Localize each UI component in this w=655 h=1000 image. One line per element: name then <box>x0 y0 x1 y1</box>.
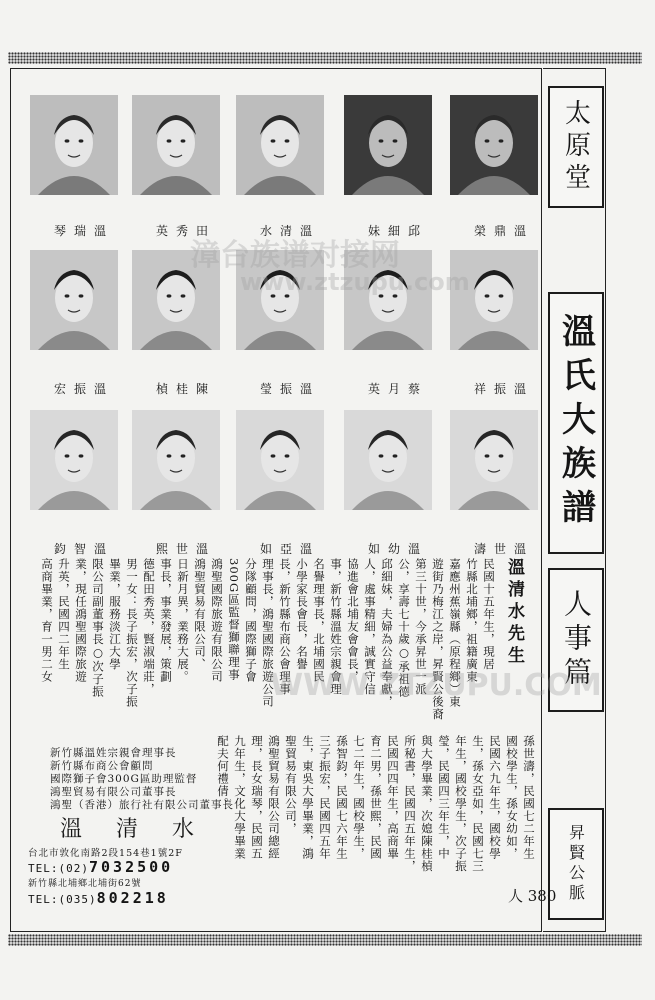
portrait-photo <box>344 410 432 510</box>
card-name: 溫 清 水 <box>60 817 201 842</box>
portrait-photo <box>450 95 538 195</box>
portrait-photo <box>450 410 538 510</box>
card-tel-2: TEL:(035)802218 <box>28 889 169 907</box>
article-column-right: 理，長女瑞琴，民國五 <box>250 735 264 860</box>
hall-title: 太原堂 <box>560 99 591 195</box>
card-title-1: 新竹縣溫姓宗親會理事長 <box>50 747 177 759</box>
article-column: 業，現任鴻聖國際旅遊 <box>74 558 88 683</box>
article-column: 人，處事精細，誠實守信 <box>363 558 377 696</box>
article-column-right: 民國四四年生，高商畢 <box>386 735 400 860</box>
article-column: 事長，事業發展，策劃 <box>159 558 173 683</box>
card-title-4: 鴻聖貿易有限公司董事長 <box>50 786 177 798</box>
bottom-decorative-bar <box>8 934 642 946</box>
portrait-caption: 水清溫 <box>260 224 321 238</box>
portrait-caption: 宏振溫 <box>54 382 115 396</box>
portrait-caption: 瑩振溫 <box>260 382 321 396</box>
article-column: 小學家長會長，名譽 <box>295 558 309 671</box>
article-column-right: 配夫何禮倩。 <box>216 735 230 810</box>
article-column: 德配田秀英，賢淑端莊， <box>142 558 156 696</box>
article-column-right: 生，東吳大學畢業，鴻 <box>301 735 315 860</box>
article-column-right: 七二年生，國校學生， <box>352 735 366 860</box>
portrait-photo <box>236 95 324 195</box>
portrait-photo <box>344 95 432 195</box>
article-column: 理事長，鴻聖國際旅遊公司 <box>261 558 275 708</box>
article-column: 高商畢業，育一男二女 <box>40 558 54 683</box>
article-column: 遊街乃梅江之岸，昇賢公後裔 <box>431 558 445 721</box>
article-column-right: 聖貿易有限公司， <box>284 735 298 835</box>
article-column: 鴻聖國際旅遊有限公司 <box>210 558 224 683</box>
article-column-right: 年生，國校學生，次子振 <box>454 735 468 873</box>
article-column: 嘉應州蕉嶺縣（原程鄉）東 <box>448 558 462 708</box>
article-column: 竹縣北埔鄉，祖籍廣東 <box>465 558 479 683</box>
card-address: 台北市敦化南路2段154巷1號2F <box>28 848 183 859</box>
page-number: 人 380 <box>508 887 557 905</box>
portrait-caption: 祥振溫 <box>474 382 535 396</box>
article-column-right: 鴻聖貿易有限公司總經 <box>267 735 281 860</box>
article-column: 300G區監督獅聯理事 <box>227 558 241 681</box>
article-column-right: 生，孫女亞如，民國七三 <box>471 735 485 873</box>
card-address-2: 新竹縣北埔鄉北埔街62號 <box>28 879 142 889</box>
article-column-right: 與大學畢業，次媳陳桂楨 <box>420 735 434 873</box>
article-column-right: 國校學生，孫女幼如， <box>505 735 519 860</box>
article-column: 畢業，服務淡江大學 <box>108 558 122 671</box>
article-column: 民國十五年生，現居 <box>482 558 496 671</box>
article-column-right: 所秘書，民國四五年生， <box>403 735 417 873</box>
article-column: 第三十世，今承昇世一派 <box>414 558 428 696</box>
portrait-caption: 熙世溫 <box>156 542 217 556</box>
article-column: 長，新竹縣布商公會理事 <box>278 558 292 696</box>
portrait-photo <box>344 250 432 350</box>
article-column: 日新月異，業務大展。 <box>176 558 190 683</box>
portrait-photo <box>236 410 324 510</box>
tagline: 昇賢公脈 <box>566 824 586 904</box>
article-column: 升英，民國四二年生 <box>57 558 71 671</box>
portrait-photo <box>236 250 324 350</box>
article-column: 限公司副董事長○次子振 <box>91 558 105 698</box>
portrait-photo <box>132 250 220 350</box>
portrait-photo <box>132 410 220 510</box>
watermark-cn: 漳台族谱对接网 <box>190 238 400 273</box>
article-column-right: 孫世濤，民國七二年生 <box>522 735 536 860</box>
article-title: 溫清水先生 <box>504 558 524 668</box>
card-title-5: 鴻聖（香港）旅行社有限公司董事長 <box>50 799 234 811</box>
article-column: 協進會北埔友會會長， <box>346 558 360 683</box>
article-column: 鴻聖貿易有限公司、 <box>193 558 207 671</box>
article-column-right: 九年生，文化大學畢業 <box>233 735 247 860</box>
article-column-right: 民國六九年生，國校學 <box>488 735 502 860</box>
hall-box <box>548 86 604 208</box>
article-column: 男一女：長子振宏，次子振 <box>125 558 139 708</box>
watermark-url-2: WWW.ZTZUPU.COM <box>270 668 602 703</box>
portrait-caption: 琴瑞溫 <box>54 224 115 238</box>
portrait-photo <box>30 95 118 195</box>
article-column-right: 瑩，民國四三年生，中 <box>437 735 451 860</box>
article-column-right: 育二男，孫世熙，民國 <box>369 735 383 860</box>
section-title: 人事篇 <box>560 589 593 691</box>
portrait-photo <box>30 410 118 510</box>
portrait-caption: 妹細邱 <box>368 224 429 238</box>
card-tel-1: TEL:(02)7032500 <box>28 858 174 876</box>
portrait-photo <box>450 250 538 350</box>
watermark-url-1: www.ztzupu.com <box>240 268 470 296</box>
card-title-2: 新竹縣布商公會顧問 <box>50 760 154 772</box>
article-column: 邱細妹，夫婦為公益奉獻， <box>380 558 394 708</box>
book-box <box>548 292 604 554</box>
article-column-right: 三子振宏，民國四五年 <box>318 735 332 860</box>
book-title: 溫氏大族譜 <box>555 313 596 533</box>
portrait-caption: 楨桂陳 <box>156 382 217 396</box>
article-column: 公，享壽七十歲○承祖德 <box>397 558 411 698</box>
card-title-3: 國際獅子會300G區助理監督 <box>50 773 198 785</box>
portrait-photo <box>132 95 220 195</box>
portrait-caption: 如亞溫 <box>260 542 321 556</box>
top-decorative-bar <box>8 52 642 64</box>
portrait-caption: 濤世溫 <box>474 542 535 556</box>
section-box <box>548 568 604 712</box>
portrait-photo <box>30 250 118 350</box>
article-column: 事，新竹縣溫姓宗親會理 <box>329 558 343 696</box>
portrait-caption: 鈞智溫 <box>54 542 115 556</box>
article-column-right: 孫智鈞，民國七六年生 <box>335 735 349 860</box>
article-column: 名譽理事長，北埔國民 <box>312 558 326 683</box>
portrait-caption: 如幼溫 <box>368 542 429 556</box>
portrait-caption: 榮鼎溫 <box>474 224 535 238</box>
article-column: 分隊顧問，國際獅子會 <box>244 558 258 683</box>
portrait-caption: 英月蔡 <box>368 382 429 396</box>
portrait-caption: 英秀田 <box>156 224 217 238</box>
